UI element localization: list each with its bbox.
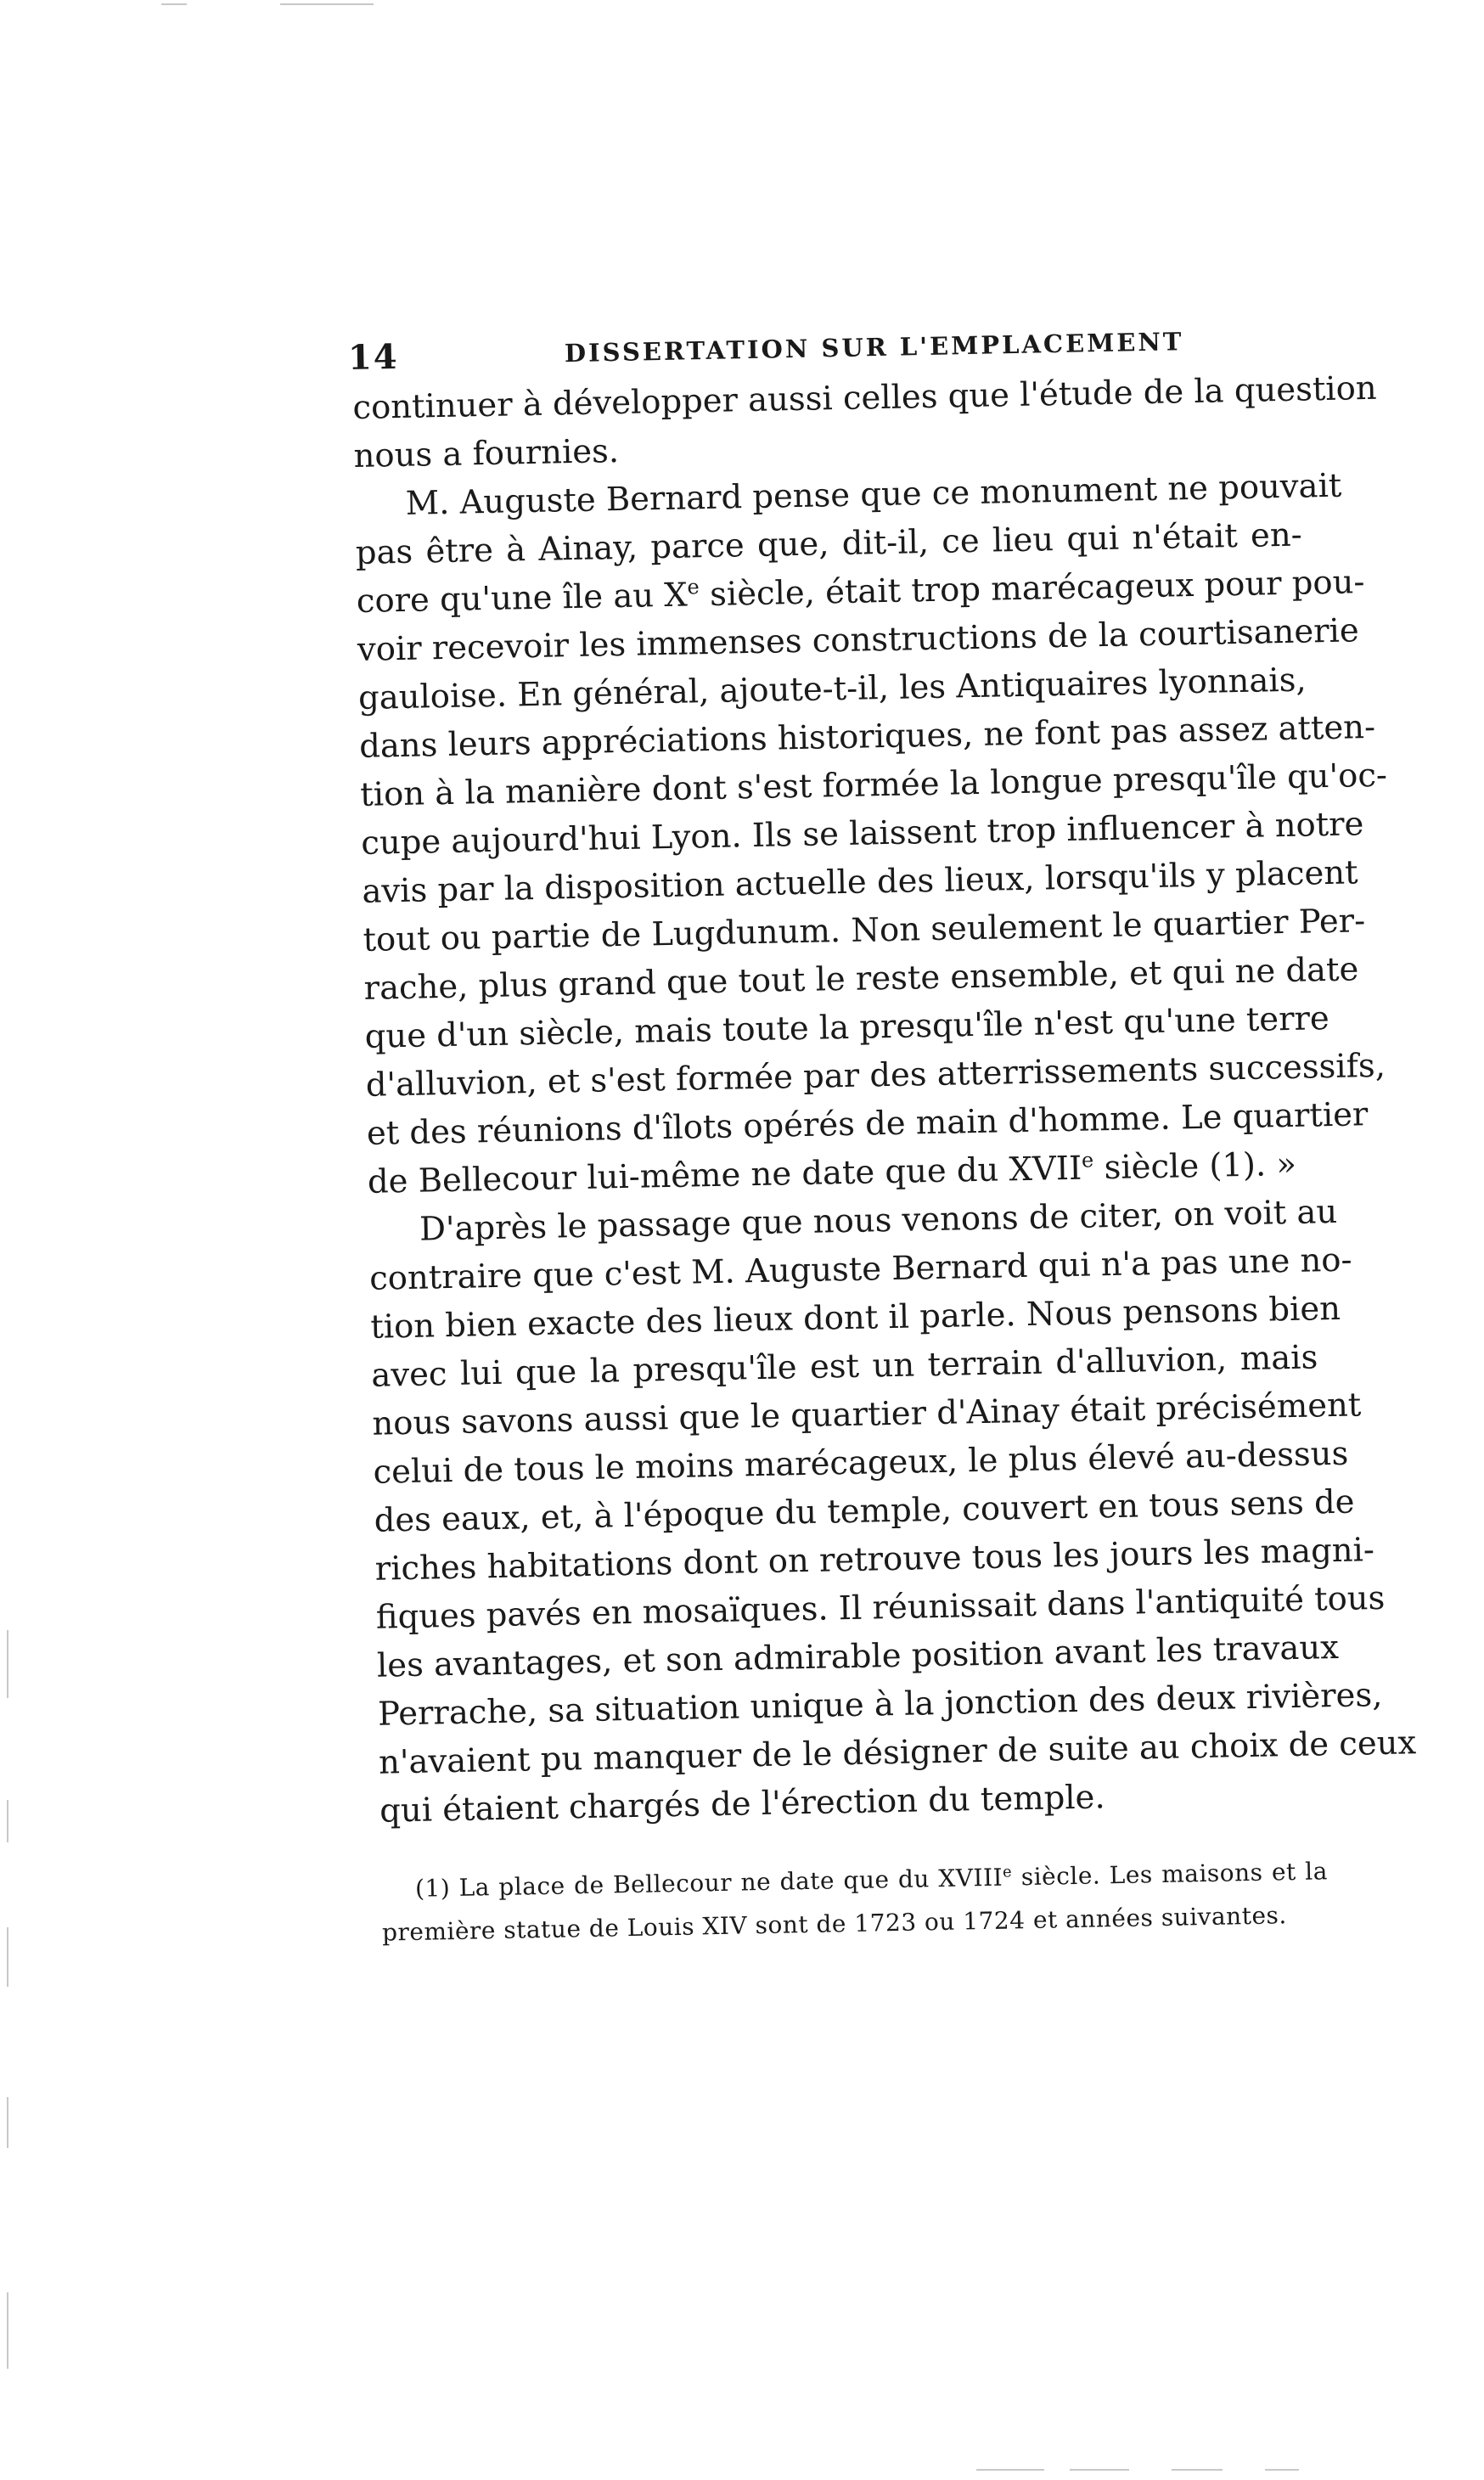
scan-artifact bbox=[976, 2469, 1044, 2471]
scan-artifact bbox=[7, 2292, 8, 2369]
text-line: contraire que c'est M. Auguste Bernard qui n'a pas une no- bbox=[368, 1240, 1352, 1298]
scan-artifact bbox=[7, 1927, 8, 1987]
paragraph-start-line: M. Auguste Bernard pense que ce monument ne pouvait bbox=[405, 466, 1342, 523]
text-line: fiques pavés en mosaïques. Il réunissait dans l'antiquité tous bbox=[375, 1578, 1386, 1637]
text-line: avis par la disposition actuelle des lieux, lorsqu'ils y placent bbox=[362, 853, 1358, 911]
scan-artifact bbox=[7, 1800, 8, 1842]
text-line: cupe aujourd'hui Lyon. Ils se laissent trop influencer à notre bbox=[360, 805, 1364, 863]
text-line: nous a fournies. bbox=[353, 431, 620, 475]
scan-artifact bbox=[1172, 2469, 1223, 2471]
running-title: DISSERTATION SUR L'EMPLACEMENT bbox=[564, 327, 1184, 368]
text-line: des eaux, et, à l'époque du temple, couvert en tous sens de bbox=[374, 1482, 1355, 1540]
text-line: voir recevoir les immenses constructions de la courtisanerie bbox=[357, 611, 1360, 669]
footnote bbox=[381, 1849, 1329, 1954]
text-line: tout ou partie de Lugdunum. Non seulement le quartier Per- bbox=[363, 902, 1366, 959]
superscript: e bbox=[1002, 1863, 1013, 1881]
superscript: e bbox=[1081, 1148, 1094, 1173]
text-line: core qu'une île au Xe siècle, était trop marécageux pour pou- bbox=[356, 563, 1365, 621]
body-text bbox=[352, 366, 1417, 1954]
text-line: Perrache, sa situation unique à la jonction des deux rivières, bbox=[377, 1675, 1383, 1734]
text-line: riches habitations dont on retrouve tous les jours les magni- bbox=[374, 1531, 1375, 1589]
text-line: dans leurs appréciations historiques, ne font pas assez atten- bbox=[358, 707, 1376, 766]
paragraph-start-line: D'après le passage que nous venons de citer, on voit au bbox=[419, 1192, 1338, 1249]
text-line: et des réunions d'îlots opérés de main d'homme. Le quartier bbox=[366, 1095, 1369, 1153]
text-line: qui étaient chargés de l'érection du temple. bbox=[379, 1778, 1106, 1830]
superscript: e bbox=[687, 575, 700, 599]
text-line: de Bellecour lui-même ne date que du XVIIe siècle (1). » bbox=[367, 1144, 1297, 1201]
text-line: celui de tous le moins marécageux, le plus élevé au-dessus bbox=[373, 1434, 1349, 1492]
scan-artifact bbox=[1265, 2469, 1299, 2471]
scan-artifact bbox=[1070, 2469, 1129, 2471]
text-line: avec lui que la presqu'île est un terrain d'alluvion, mais bbox=[371, 1338, 1318, 1395]
footnote-line: première statue de Louis XIV sont de 1723 ou 1724 et années suivantes. bbox=[381, 1901, 1288, 1947]
text-line: rache, plus grand que tout le reste ensemble, et qui ne date bbox=[363, 950, 1359, 1008]
text-line: tion bien exacte des lieux dont il parle. Nous pensons bien bbox=[369, 1289, 1341, 1347]
page-number: 14 bbox=[347, 336, 400, 378]
text-line: gauloise. En général, ajoute-t-il, les Antiquaires lyonnais, bbox=[357, 661, 1307, 717]
text-line: continuer à développer aussi celles que l'étude de la question bbox=[352, 368, 1378, 427]
footnote-line: (1) La place de Bellecour ne date que du XVIIIe siècle. Les maisons et la bbox=[414, 1857, 1329, 1903]
text-line: les avantages, et son admirable position avant les travaux bbox=[376, 1628, 1340, 1685]
text-line: n'avaient pu manquer de le désigner de suite au choix de ceux bbox=[378, 1724, 1417, 1782]
scan-artifact bbox=[7, 2097, 8, 2148]
text-line: d'alluvion, et s'est formée par des atterrissements successifs, bbox=[365, 1046, 1386, 1105]
scan-artifact bbox=[161, 3, 187, 5]
text-line: pas être à Ainay, parce que, dit-il, ce lieu qui n'était en- bbox=[355, 515, 1303, 572]
scan-artifact bbox=[7, 1630, 8, 1698]
text-line: tion à la manière dont s'est formée la longue presqu'île qu'oc- bbox=[359, 756, 1388, 814]
scan-artifact bbox=[280, 3, 374, 5]
text-line: nous savons aussi que le quartier d'Ainay était précisément bbox=[372, 1386, 1362, 1443]
text-line: que d'un siècle, mais toute la presqu'île n'est qu'une terre bbox=[364, 999, 1330, 1056]
